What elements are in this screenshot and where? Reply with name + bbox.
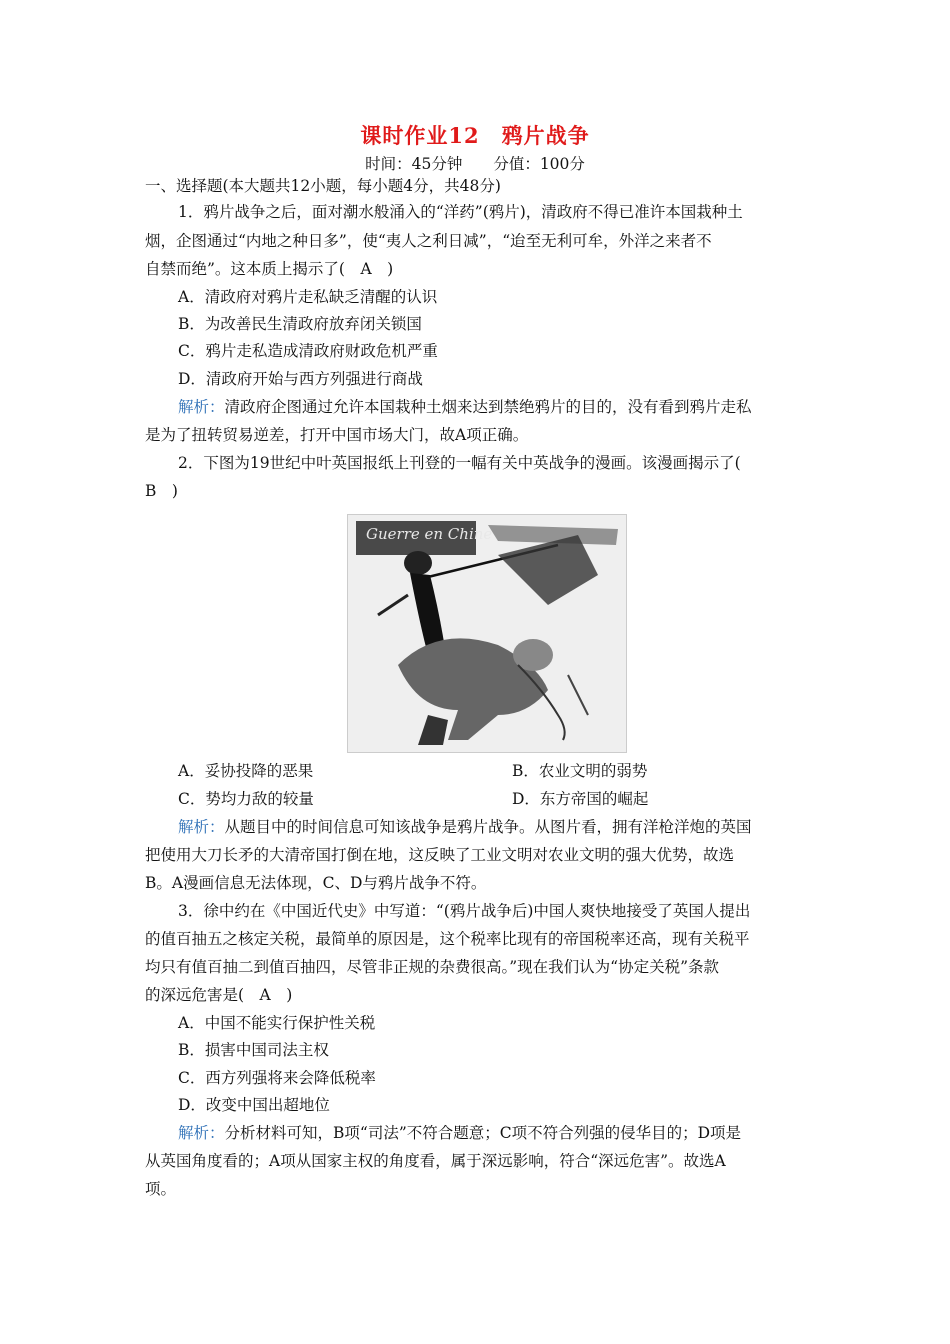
q1-stem-line-2: 烟，企图通过“内地之种日多”，使“夷人之利日减”，“迨至无利可牟，外洋之来者不	[145, 232, 712, 250]
page-title: 课时作业12 鸦片战争	[360, 123, 590, 148]
q3-explanation-line-1: 解析：分析材料可知，B项“司法”不符合题意；C项不符合列强的侵华目的；D项是	[178, 1124, 742, 1142]
q2-stem-line-1: 2．下图为19世纪中叶英国报纸上刊登的一幅有关中英战争的漫画。该漫画揭示了(	[178, 454, 741, 472]
cartoon-caption: Guerre en Chine	[366, 525, 493, 543]
q3-stem-line-2: 的值百抽五之核定关税，最简单的原因是，这个税率比现有的帝国税率还高，现有关税平	[145, 930, 750, 948]
q1-option-d: D．清政府开始与西方列强进行商战	[178, 370, 423, 388]
section-heading: 一、选择题(本大题共12小题，每小题4分，共48分)	[145, 177, 501, 195]
q2-option-a: A．妥协投降的恶果	[178, 762, 314, 780]
q2-option-d: D．东方帝国的崛起	[512, 790, 649, 808]
time-score-line: 时间：45分钟 分值：100分	[365, 155, 585, 173]
q2-option-b: B．农业文明的弱势	[512, 762, 648, 780]
q3-option-b: B．损害中国司法主权	[178, 1041, 329, 1059]
q1-explanation-line-1: 解析：清政府企图通过允许本国栽种土烟来达到禁绝鸦片的目的，没有看到鸦片走私	[178, 398, 752, 416]
q2-option-c: C．势均力敌的较量	[178, 790, 314, 808]
q3-option-c: C．西方列强将来会降低税率	[178, 1069, 376, 1087]
q1-option-c: C．鸦片走私造成清政府财政危机严重	[178, 342, 438, 360]
q1-option-a: A．清政府对鸦片走私缺乏清醒的认识	[178, 288, 438, 306]
cartoon-illustration	[348, 515, 626, 752]
q3-option-d: D．改变中国出超地位	[178, 1096, 330, 1114]
q1-explanation-label: 解析：	[178, 398, 225, 416]
q2-explanation-label: 解析：	[178, 818, 225, 836]
q1-explanation-line-2: 是为了扭转贸易逆差，打开中国市场大门，故A项正确。	[145, 426, 529, 444]
q3-explanation-line-3: 项。	[145, 1180, 177, 1198]
q3-explanation-line-2: 从英国角度看的；A项从国家主权的角度看，属于深远影响，符合“深远危害”。故选A	[145, 1152, 726, 1170]
q1-option-b: B．为改善民生清政府放弃闭关锁国	[178, 315, 422, 333]
q2-stem-line-2: B )	[145, 482, 178, 500]
q2-explanation-line-3: B。A漫画信息无法体现，C、D与鸦片战争不符。	[145, 874, 487, 892]
q3-stem-line-4: 的深远危害是( A )	[145, 986, 293, 1004]
q3-option-a: A．中国不能实行保护性关税	[178, 1014, 376, 1032]
q3-explanation-label: 解析：	[178, 1124, 225, 1142]
q1-stem-line-3: 自禁而绝”。这本质上揭示了( A )	[145, 260, 394, 278]
q2-explanation-line-1: 解析：从题目中的时间信息可知该战争是鸦片战争。从图片看，拥有洋枪洋炮的英国	[178, 818, 752, 836]
q3-stem-line-1: 3．徐中约在《中国近代史》中写道：“(鸦片战争后)中国人爽快地接受了英国人提出	[178, 902, 751, 920]
q1-stem-line-1: 1．鸦片战争之后，面对潮水般涌入的“洋药”(鸦片)，清政府不得已准许本国栽种土	[178, 203, 743, 221]
q3-stem-line-3: 均只有值百抽二到值百抽四，尽管非正规的杂费很高。”现在我们认为“协定关税”条款	[145, 958, 720, 976]
q2-explanation-line-2: 把使用大刀长矛的大清帝国打倒在地，这反映了工业文明对农业文明的强大优势，故选	[145, 846, 735, 864]
opium-war-cartoon-image	[347, 514, 627, 753]
